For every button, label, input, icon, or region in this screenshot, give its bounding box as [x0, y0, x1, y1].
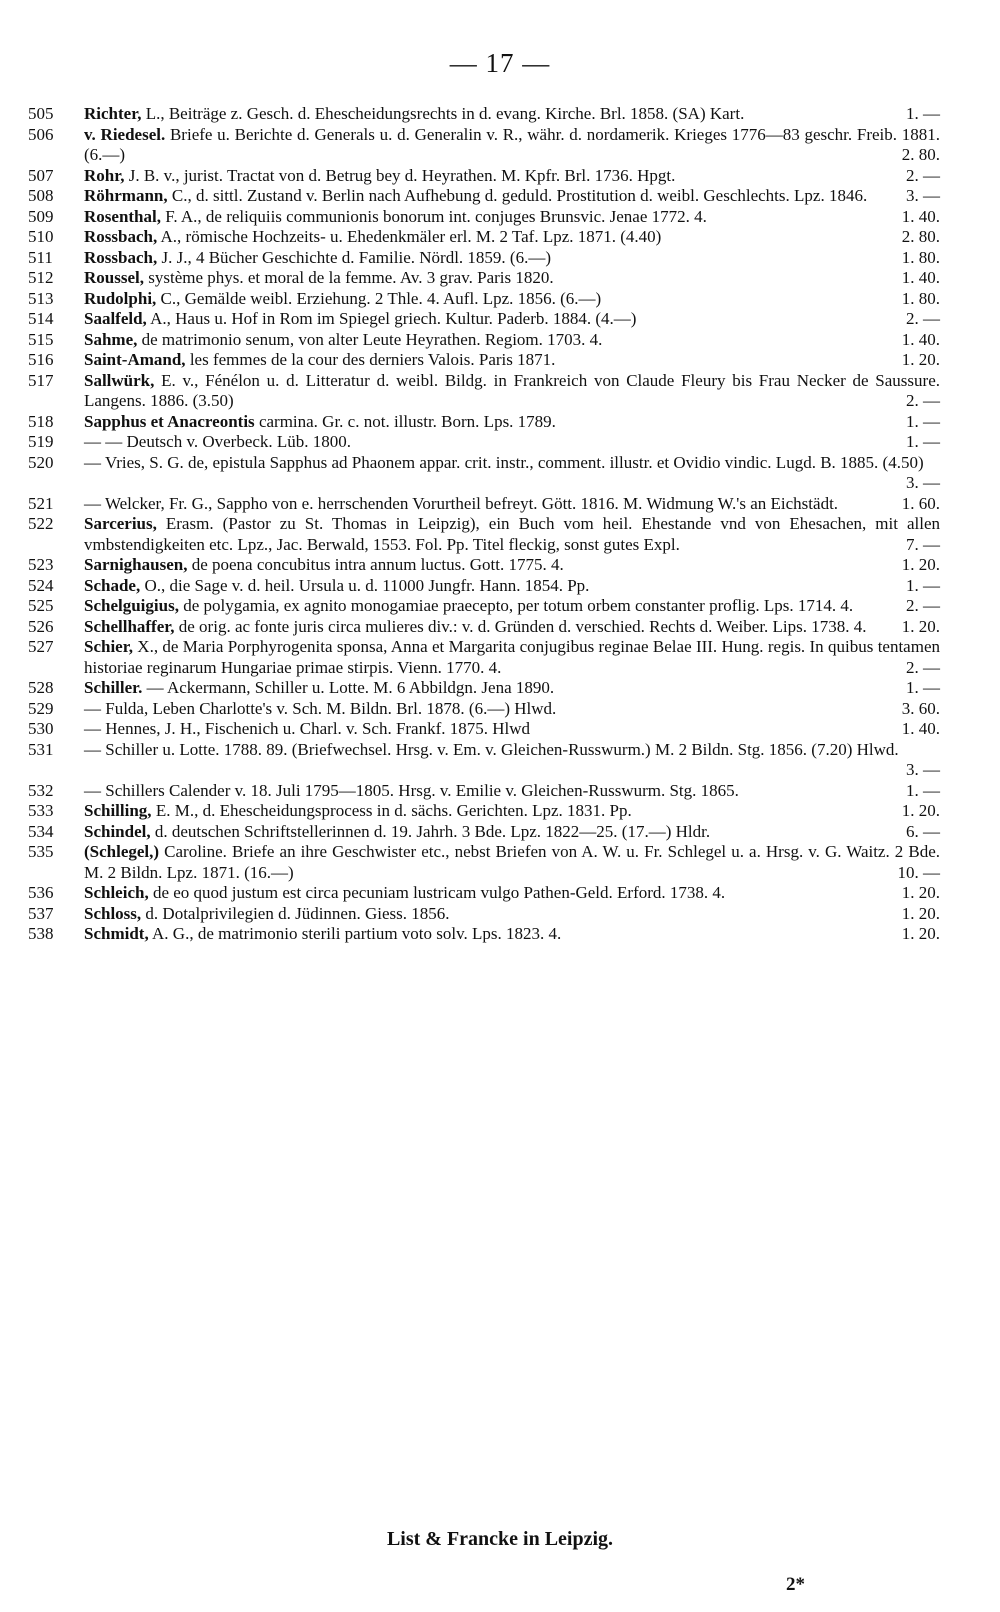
entry-description: X., de Maria Porphyrogenita sponsa, Anna et Margarita conjugibus reginae Belae III. Hung. regis. In quibus tentamen historiae reginarum Hungariae primae stirpis. Vienn. 1770. 4.	[84, 637, 940, 677]
entry-price: 3. —	[906, 760, 940, 779]
catalogue-entry	[28, 514, 940, 555]
catalogue-entry	[28, 596, 940, 617]
entry-text	[84, 309, 940, 330]
catalogue-entry	[28, 371, 940, 412]
entry-description: carmina. Gr. c. not. illustr. Born. Lps. 1789.	[254, 411, 556, 431]
entry-description: Erasm. (Pastor zu St. Thomas in Leipzig), ein Buch vom heil. Ehestande vnd von Ehesachen, mit allen vmbstendigkeiten etc. Lpz., Jac. Berwald, 1553. Fol. Pp. Titel fleckig, sonst gutes Expl.	[84, 514, 940, 554]
catalogue-entry	[28, 330, 940, 351]
entry-number: 508	[28, 186, 54, 205]
entry-number: 505	[28, 104, 54, 123]
catalogue-entry	[28, 350, 940, 371]
entry-price: 1. —	[906, 411, 940, 431]
entry-number: 532	[28, 780, 54, 800]
entry-text	[84, 268, 940, 289]
entry-number: 515	[28, 329, 54, 349]
entry-author: Schilling,	[84, 801, 152, 820]
entry-author: Sarnighausen,	[84, 555, 188, 574]
entry-price: 7. —	[906, 534, 940, 554]
entry-text	[84, 781, 940, 802]
catalogue-entry	[28, 822, 940, 843]
entry-author: Sarcerius,	[84, 514, 157, 533]
entry-description: de poena concubitus intra annum luctus. Gott. 1775. 4.	[187, 555, 564, 574]
entry-text	[84, 924, 940, 945]
entry-price: 3. 60.	[901, 698, 940, 718]
entry-price: 3. —	[906, 473, 940, 492]
entry-description: — Schiller u. Lotte. 1788. 89. (Briefwechsel. Hrsg. v. Em. v. Gleichen-Russwurm.) M. 2 Bildn. Stg. 1856. (7.20) Hlwd.	[84, 739, 899, 759]
entry-text	[84, 494, 940, 515]
entry-author: Schade,	[84, 575, 141, 595]
catalogue-entry	[28, 699, 940, 720]
entry-text	[84, 412, 940, 433]
entry-text	[84, 371, 940, 412]
entry-text	[84, 740, 940, 781]
entry-price: 2. 80.	[901, 145, 940, 164]
entry-description: — Vries, S. G. de, epistula Sapphus ad Phaonem appar. crit. instr., comment. illustr. et Ovidio vindic. Lugd. B. 1885. (4.50)	[84, 452, 924, 472]
entry-text	[84, 514, 940, 555]
entry-text	[84, 842, 940, 883]
entry-description: C., d. sittl. Zustand v. Berlin nach Aufhebung d. geduld. Prostitution d. weibl. Geschlechts. Lpz. 1846.	[167, 186, 868, 205]
entry-text	[84, 617, 940, 638]
entry-author: Schelguigius,	[84, 596, 179, 615]
entry-number: 518	[28, 411, 54, 431]
entry-number: 522	[28, 514, 54, 533]
entry-text	[84, 904, 940, 925]
entry-number: 513	[28, 288, 54, 308]
entry-author: Roussel,	[84, 268, 144, 287]
entry-description: d. Dotalprivilegien d. Jüdinnen. Giess. 1856.	[141, 903, 450, 923]
catalogue-entries	[28, 104, 940, 945]
entry-text	[84, 719, 940, 740]
entry-number: 524	[28, 575, 54, 595]
entry-price: 1. —	[906, 104, 940, 123]
entry-description: L., Beiträge z. Gesch. d. Ehescheidungsrechts in d. evang. Kirche. Brl. 1858. (SA) Kart.	[141, 104, 745, 123]
catalogue-entry	[28, 924, 940, 945]
entry-author: Rossbach,	[84, 247, 158, 267]
entry-number: 528	[28, 678, 54, 697]
catalogue-entry	[28, 904, 940, 925]
signature-mark: 2*	[786, 1574, 805, 1595]
entry-text	[84, 678, 940, 699]
entry-text	[84, 186, 940, 207]
entry-number: 509	[28, 206, 54, 226]
catalogue-entry	[28, 576, 940, 597]
catalogue-entry	[28, 555, 940, 576]
entry-description: Caroline. Briefe an ihre Geschwister etc., nebst Briefen von A. W. u. Fr. Schlegel u. a. Hrsg. v. G. Waitz. 2 Bde. M. 2 Bildn. Lpz. 1871. (16.—)	[84, 842, 940, 882]
entry-text	[84, 350, 940, 371]
entry-description: Briefe u. Berichte d. Generals u. d. Generalin v. R., währ. d. nordamerik. Krieges 1776—83 geschr. Freib. 1881. (6.—)	[84, 124, 941, 164]
entry-text	[84, 207, 940, 228]
entry-description: de matrimonio senum, von alter Leute Heyrathen. Regiom. 1703. 4.	[137, 329, 603, 349]
entry-description: A. G., de matrimonio sterili partium voto solv. Lps. 1823. 4.	[148, 924, 562, 943]
entry-author: Saint-Amand,	[84, 350, 186, 369]
catalogue-entry	[28, 268, 940, 289]
entry-number: 519	[28, 432, 54, 451]
catalogue-entry	[28, 637, 940, 678]
entry-price: 1. 20.	[901, 883, 940, 902]
entry-description: A., Haus u. Hof in Rom im Spiegel griech. Kultur. Paderb. 1884. (4.—)	[146, 309, 637, 328]
entry-text	[84, 125, 940, 166]
entry-description: — — Deutsch v. Overbeck. Lüb. 1800.	[84, 432, 352, 451]
entry-price: 1. 80.	[901, 247, 940, 267]
entry-number: 533	[28, 801, 54, 820]
catalogue-entry	[28, 740, 940, 781]
entry-description: — Hennes, J. H., Fischenich u. Charl. v. Sch. Frankf. 1875. Hlwd	[84, 719, 531, 738]
entry-price: 1. —	[906, 575, 940, 595]
entry-text	[84, 453, 940, 494]
entry-author: Rohr,	[84, 165, 125, 185]
catalogue-entry	[28, 412, 940, 433]
entry-number: 525	[28, 596, 54, 615]
catalogue-entry	[28, 207, 940, 228]
catalogue-entry	[28, 432, 940, 453]
entry-description: — Ackermann, Schiller u. Lotte. M. 6 Abbildgn. Jena 1890.	[142, 678, 555, 697]
entry-number: 538	[28, 924, 54, 943]
entry-price: 1. 80.	[901, 288, 940, 308]
catalogue-entry	[28, 719, 940, 740]
entry-number: 530	[28, 719, 54, 738]
entry-text	[84, 822, 940, 843]
entry-text	[84, 801, 940, 822]
entry-text	[84, 596, 940, 617]
entry-text	[84, 555, 940, 576]
entry-text	[84, 104, 940, 125]
entry-author: v. Riedesel.	[84, 124, 166, 144]
catalogue-entry	[28, 617, 940, 638]
entry-number: 526	[28, 616, 54, 636]
page-number: — 17 —	[449, 48, 551, 78]
entry-price: 1. —	[906, 780, 940, 800]
entry-description: C., Gemälde weibl. Erziehung. 2 Thle. 4. Aufl. Lpz. 1856. (6.—)	[156, 288, 602, 308]
entry-description: de orig. ac fonte juris circa mulieres div.: v. d. Gründen d. verschied. Rechts d. Weiber. Lips. 1738. 4.	[174, 616, 867, 636]
entry-author: Saalfeld,	[84, 309, 147, 328]
entry-price: 1. 60.	[901, 493, 940, 513]
entry-text	[84, 883, 940, 904]
catalogue-entry	[28, 289, 940, 310]
entry-price: 3. —	[906, 186, 940, 205]
entry-price: 1. —	[906, 678, 940, 697]
entry-number: 534	[28, 821, 54, 841]
entry-number: 517	[28, 370, 54, 390]
entry-author: Schindel,	[84, 821, 151, 841]
entry-price: 1. 20.	[901, 801, 940, 820]
entry-author: Schier,	[84, 637, 133, 656]
entry-author: Schellhaffer,	[84, 616, 175, 636]
catalogue-entry	[28, 883, 940, 904]
entry-price: 1. 20.	[901, 350, 940, 369]
entry-author: Sallwürk,	[84, 370, 155, 390]
catalogue-entry	[28, 453, 940, 494]
entry-author: Rosenthal,	[84, 206, 161, 226]
entry-price: 1. 40.	[901, 268, 940, 287]
entry-text	[84, 699, 940, 720]
entry-author: Schloss,	[84, 903, 142, 923]
entry-number: 510	[28, 227, 54, 246]
entry-description: J. B. v., jurist. Tractat von d. Betrug bey d. Heyrathen. M. Kpfr. Brl. 1736. Hpgt.	[124, 165, 676, 185]
entry-number: 516	[28, 350, 54, 369]
entry-description: J. J., 4 Bücher Geschichte d. Familie. Nördl. 1859. (6.—)	[157, 247, 551, 267]
entry-number: 527	[28, 637, 54, 656]
catalogue-entry	[28, 494, 940, 515]
entry-price: 1. 40.	[901, 206, 940, 226]
entry-number: 529	[28, 698, 54, 718]
entry-price: 2. 80.	[901, 227, 940, 246]
entry-description: F. A., de reliquiis communionis bonorum int. conjuges Brunsvic. Jenae 1772. 4.	[160, 206, 707, 226]
entry-price: 1. 40.	[901, 719, 940, 738]
entry-author: Schiller.	[84, 678, 143, 697]
catalogue-entry	[28, 678, 940, 699]
catalogue-entry	[28, 781, 940, 802]
catalogue-entry	[28, 248, 940, 269]
entry-number: 511	[28, 247, 53, 267]
entry-author: (Schlegel,)	[84, 842, 160, 861]
entry-author: Rossbach,	[84, 227, 158, 246]
entry-text	[84, 227, 940, 248]
catalogue-entry	[28, 104, 940, 125]
entry-price: 2. —	[906, 657, 940, 677]
entry-number: 512	[28, 268, 54, 287]
catalogue-entry	[28, 166, 940, 187]
entry-description: — Fulda, Leben Charlotte's v. Sch. M. Bildn. Brl. 1878. (6.—) Hlwd.	[84, 698, 557, 718]
entry-number: 523	[28, 555, 54, 574]
catalogue-entry	[28, 227, 940, 248]
entry-description: de eo quod justum est circa pecuniam lustricam vulgo Pathen-Geld. Erford. 1738. 4.	[148, 883, 726, 902]
entry-price: 2. —	[906, 391, 940, 410]
entry-number: 537	[28, 903, 54, 923]
entry-author: Schmidt,	[84, 924, 149, 943]
entry-description: les femmes de la cour des derniers Valois. Paris 1871.	[185, 350, 556, 369]
entry-price: 1. 40.	[901, 329, 940, 349]
entry-description: A., römische Hochzeits- u. Ehedenkmäler erl. M. 2 Taf. Lpz. 1871. (4.40)	[157, 227, 662, 246]
entry-text	[84, 166, 940, 187]
catalogue-entry	[28, 125, 940, 166]
entry-description: E. v., Fénélon u. d. Litteratur d. weibl. Bildg. in Frankreich von Claude Fleury bis Frau Necker de Saussure. Langens. 1886. (3.50)	[84, 370, 940, 410]
entry-price: 2. —	[906, 165, 940, 185]
entry-price: 6. —	[906, 821, 940, 841]
entry-price: 1. 20.	[901, 555, 940, 574]
entry-price: 1. 20.	[901, 924, 940, 943]
entry-number: 521	[28, 493, 54, 513]
entry-text	[84, 248, 940, 269]
entry-text	[84, 637, 940, 678]
entry-description: d. deutschen Schriftstellerinnen d. 19. Jahrh. 3 Bde. Lpz. 1822—25. (17.—) Hldr.	[150, 821, 711, 841]
entry-text	[84, 289, 940, 310]
entry-price: 2. —	[906, 309, 940, 328]
entry-text	[84, 432, 940, 453]
entry-number: 535	[28, 842, 54, 861]
publisher-footer: List & Francke in Leipzig.	[386, 1528, 614, 1550]
entry-description: — Schillers Calender v. 18. Juli 1795—1805. Hrsg. v. Emilie v. Gleichen-Russwurm. Stg. 1865.	[84, 780, 739, 800]
entry-text	[84, 576, 940, 597]
catalogue-entry	[28, 801, 940, 822]
entry-price: 1. —	[906, 432, 940, 451]
entry-description: O., die Sage v. d. heil. Ursula u. d. 11000 Jungfr. Hann. 1854. Pp.	[140, 575, 590, 595]
entry-author: Röhrmann,	[84, 186, 168, 205]
entry-price: 2. —	[906, 596, 940, 615]
entry-number: 531	[28, 739, 54, 759]
entry-price: 1. 20.	[901, 903, 940, 923]
entry-author: Richter,	[84, 104, 142, 123]
entry-number: 514	[28, 309, 54, 328]
catalogue-entry	[28, 842, 940, 883]
catalogue-entry	[28, 309, 940, 330]
entry-description: E. M., d. Ehescheidungsprocess in d. sächs. Gerichten. Lpz. 1831. Pp.	[151, 801, 632, 820]
entry-description: de polygamia, ex agnito monogamiae praecepto, per totum orbem constanter proflig. Lps. 1714. 4.	[178, 596, 854, 615]
entry-number: 536	[28, 883, 54, 902]
entry-number: 506	[28, 124, 54, 144]
entry-author: Schleich,	[84, 883, 149, 902]
entry-price: 10. —	[897, 862, 940, 882]
entry-author: Rudolphi,	[84, 288, 157, 308]
entry-text	[84, 330, 940, 351]
entry-description: — Welcker, Fr. G., Sappho von e. herrschenden Vorurtheil befreyt. Gött. 1816. M. Widmung W.'s an Eichstädt.	[84, 493, 839, 513]
entry-author: Sapphus et Anacreontis	[84, 411, 255, 431]
entry-number: 520	[28, 452, 54, 472]
entry-description: système phys. et moral de la femme. Av. 3 grav. Paris 1820.	[143, 268, 554, 287]
entry-number: 507	[28, 165, 54, 185]
entry-price: 1. 20.	[901, 616, 940, 636]
entry-author: Sahme,	[84, 329, 138, 349]
catalogue-entry	[28, 186, 940, 207]
